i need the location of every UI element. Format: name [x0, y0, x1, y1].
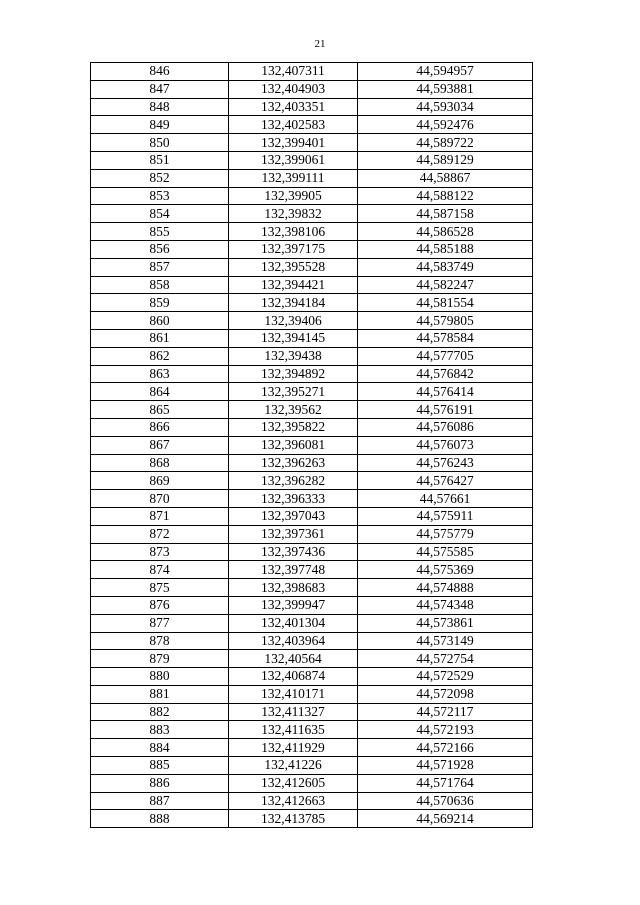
longitude-cell: 132,399061	[229, 151, 358, 169]
longitude-cell: 132,397175	[229, 240, 358, 258]
longitude-cell: 132,40564	[229, 650, 358, 668]
latitude-cell: 44,577705	[358, 347, 533, 365]
table-row	[91, 810, 533, 828]
table-row	[91, 525, 533, 543]
latitude-cell: 44,587158	[358, 205, 533, 223]
latitude-cell: 44,579805	[358, 312, 533, 330]
longitude-cell: 132,399111	[229, 169, 358, 187]
point-number-cell: 858	[91, 276, 229, 294]
table-row	[91, 258, 533, 276]
point-number-cell: 874	[91, 561, 229, 579]
table-row	[91, 223, 533, 241]
point-number-cell: 850	[91, 134, 229, 152]
table-row	[91, 240, 533, 258]
table-row	[91, 739, 533, 757]
longitude-cell: 132,407311	[229, 63, 358, 81]
table-row	[91, 454, 533, 472]
table-row	[91, 757, 533, 775]
longitude-cell: 132,401304	[229, 614, 358, 632]
point-number-cell: 866	[91, 418, 229, 436]
point-number-cell: 877	[91, 614, 229, 632]
latitude-cell: 44,588122	[358, 187, 533, 205]
longitude-cell: 132,394145	[229, 329, 358, 347]
point-number-cell: 867	[91, 436, 229, 454]
longitude-cell: 132,403351	[229, 98, 358, 116]
longitude-cell: 132,406874	[229, 668, 358, 686]
table-row	[91, 579, 533, 597]
table-row	[91, 294, 533, 312]
longitude-cell: 132,395528	[229, 258, 358, 276]
latitude-cell: 44,574888	[358, 579, 533, 597]
table-body	[91, 63, 533, 828]
latitude-cell: 44,589722	[358, 134, 533, 152]
point-number-cell: 887	[91, 792, 229, 810]
longitude-cell: 132,41226	[229, 757, 358, 775]
point-number-cell: 878	[91, 632, 229, 650]
point-number-cell: 868	[91, 454, 229, 472]
longitude-cell: 132,399401	[229, 134, 358, 152]
point-number-cell: 885	[91, 757, 229, 775]
table-row	[91, 116, 533, 134]
longitude-cell: 132,39832	[229, 205, 358, 223]
latitude-cell: 44,574348	[358, 596, 533, 614]
latitude-cell: 44,581554	[358, 294, 533, 312]
point-number-cell: 865	[91, 401, 229, 419]
point-number-cell: 849	[91, 116, 229, 134]
longitude-cell: 132,395271	[229, 383, 358, 401]
latitude-cell: 44,583749	[358, 258, 533, 276]
latitude-cell: 44,582247	[358, 276, 533, 294]
longitude-cell: 132,398683	[229, 579, 358, 597]
table-row	[91, 401, 533, 419]
table-row	[91, 650, 533, 668]
latitude-cell: 44,593881	[358, 80, 533, 98]
table-row	[91, 543, 533, 561]
longitude-cell: 132,396263	[229, 454, 358, 472]
latitude-cell: 44,571764	[358, 774, 533, 792]
longitude-cell: 132,399947	[229, 596, 358, 614]
point-number-cell: 851	[91, 151, 229, 169]
longitude-cell: 132,410171	[229, 685, 358, 703]
point-number-cell: 859	[91, 294, 229, 312]
latitude-cell: 44,573149	[358, 632, 533, 650]
table-row	[91, 276, 533, 294]
point-number-cell: 886	[91, 774, 229, 792]
point-number-cell: 855	[91, 223, 229, 241]
table-row	[91, 98, 533, 116]
table-row	[91, 561, 533, 579]
longitude-cell: 132,411635	[229, 721, 358, 739]
longitude-cell: 132,396282	[229, 472, 358, 490]
table-row	[91, 329, 533, 347]
longitude-cell: 132,413785	[229, 810, 358, 828]
point-number-cell: 854	[91, 205, 229, 223]
longitude-cell: 132,39562	[229, 401, 358, 419]
latitude-cell: 44,573861	[358, 614, 533, 632]
point-number-cell: 882	[91, 703, 229, 721]
point-number-cell: 847	[91, 80, 229, 98]
longitude-cell: 132,394892	[229, 365, 358, 383]
longitude-cell: 132,403964	[229, 632, 358, 650]
latitude-cell: 44,572166	[358, 739, 533, 757]
point-number-cell: 872	[91, 525, 229, 543]
point-number-cell: 884	[91, 739, 229, 757]
point-number-cell: 870	[91, 490, 229, 508]
table-row	[91, 596, 533, 614]
table-row	[91, 80, 533, 98]
longitude-cell: 132,39438	[229, 347, 358, 365]
table-row	[91, 507, 533, 525]
latitude-cell: 44,572193	[358, 721, 533, 739]
table-row	[91, 721, 533, 739]
latitude-cell: 44,586528	[358, 223, 533, 241]
latitude-cell: 44,589129	[358, 151, 533, 169]
point-number-cell: 880	[91, 668, 229, 686]
latitude-cell: 44,576073	[358, 436, 533, 454]
coordinates-table	[90, 62, 533, 828]
point-number-cell: 883	[91, 721, 229, 739]
point-number-cell: 861	[91, 329, 229, 347]
longitude-cell: 132,394184	[229, 294, 358, 312]
longitude-cell: 132,396333	[229, 490, 358, 508]
table-row	[91, 347, 533, 365]
point-number-cell: 888	[91, 810, 229, 828]
longitude-cell: 132,398106	[229, 223, 358, 241]
point-number-cell: 879	[91, 650, 229, 668]
latitude-cell: 44,576842	[358, 365, 533, 383]
point-number-cell: 856	[91, 240, 229, 258]
longitude-cell: 132,412605	[229, 774, 358, 792]
latitude-cell: 44,570636	[358, 792, 533, 810]
latitude-cell: 44,57661	[358, 490, 533, 508]
point-number-cell: 871	[91, 507, 229, 525]
latitude-cell: 44,572098	[358, 685, 533, 703]
point-number-cell: 853	[91, 187, 229, 205]
point-number-cell: 848	[91, 98, 229, 116]
latitude-cell: 44,572754	[358, 650, 533, 668]
longitude-cell: 132,39905	[229, 187, 358, 205]
page-number: 21	[314, 38, 326, 50]
latitude-cell: 44,594957	[358, 63, 533, 81]
table-row	[91, 365, 533, 383]
point-number-cell: 881	[91, 685, 229, 703]
table-row	[91, 418, 533, 436]
table-row	[91, 632, 533, 650]
longitude-cell: 132,397361	[229, 525, 358, 543]
latitude-cell: 44,571928	[358, 757, 533, 775]
table-row	[91, 472, 533, 490]
table-row	[91, 703, 533, 721]
table-row	[91, 774, 533, 792]
table-row	[91, 383, 533, 401]
longitude-cell: 132,402583	[229, 116, 358, 134]
table-row	[91, 792, 533, 810]
table-row	[91, 436, 533, 454]
point-number-cell: 869	[91, 472, 229, 490]
point-number-cell: 862	[91, 347, 229, 365]
longitude-cell: 132,411327	[229, 703, 358, 721]
table-row	[91, 205, 533, 223]
point-number-cell: 846	[91, 63, 229, 81]
longitude-cell: 132,404903	[229, 80, 358, 98]
point-number-cell: 860	[91, 312, 229, 330]
latitude-cell: 44,576414	[358, 383, 533, 401]
table-row	[91, 151, 533, 169]
longitude-cell: 132,397436	[229, 543, 358, 561]
latitude-cell: 44,576086	[358, 418, 533, 436]
table-row	[91, 134, 533, 152]
point-number-cell: 863	[91, 365, 229, 383]
table-row	[91, 614, 533, 632]
latitude-cell: 44,569214	[358, 810, 533, 828]
latitude-cell: 44,58867	[358, 169, 533, 187]
latitude-cell: 44,592476	[358, 116, 533, 134]
table-row	[91, 685, 533, 703]
latitude-cell: 44,575779	[358, 525, 533, 543]
longitude-cell: 132,412663	[229, 792, 358, 810]
table-row	[91, 63, 533, 81]
longitude-cell: 132,394421	[229, 276, 358, 294]
point-number-cell: 875	[91, 579, 229, 597]
table-row	[91, 312, 533, 330]
latitude-cell: 44,575911	[358, 507, 533, 525]
longitude-cell: 132,411929	[229, 739, 358, 757]
point-number-cell: 852	[91, 169, 229, 187]
longitude-cell: 132,396081	[229, 436, 358, 454]
latitude-cell: 44,576243	[358, 454, 533, 472]
longitude-cell: 132,397748	[229, 561, 358, 579]
table-row	[91, 187, 533, 205]
latitude-cell: 44,576191	[358, 401, 533, 419]
longitude-cell: 132,395822	[229, 418, 358, 436]
point-number-cell: 876	[91, 596, 229, 614]
longitude-cell: 132,39406	[229, 312, 358, 330]
point-number-cell: 857	[91, 258, 229, 276]
latitude-cell: 44,572117	[358, 703, 533, 721]
point-number-cell: 864	[91, 383, 229, 401]
longitude-cell: 132,397043	[229, 507, 358, 525]
table-row	[91, 169, 533, 187]
latitude-cell: 44,576427	[358, 472, 533, 490]
latitude-cell: 44,575585	[358, 543, 533, 561]
table-row	[91, 490, 533, 508]
table-row	[91, 668, 533, 686]
latitude-cell: 44,578584	[358, 329, 533, 347]
point-number-cell: 873	[91, 543, 229, 561]
latitude-cell: 44,593034	[358, 98, 533, 116]
latitude-cell: 44,572529	[358, 668, 533, 686]
latitude-cell: 44,585188	[358, 240, 533, 258]
latitude-cell: 44,575369	[358, 561, 533, 579]
